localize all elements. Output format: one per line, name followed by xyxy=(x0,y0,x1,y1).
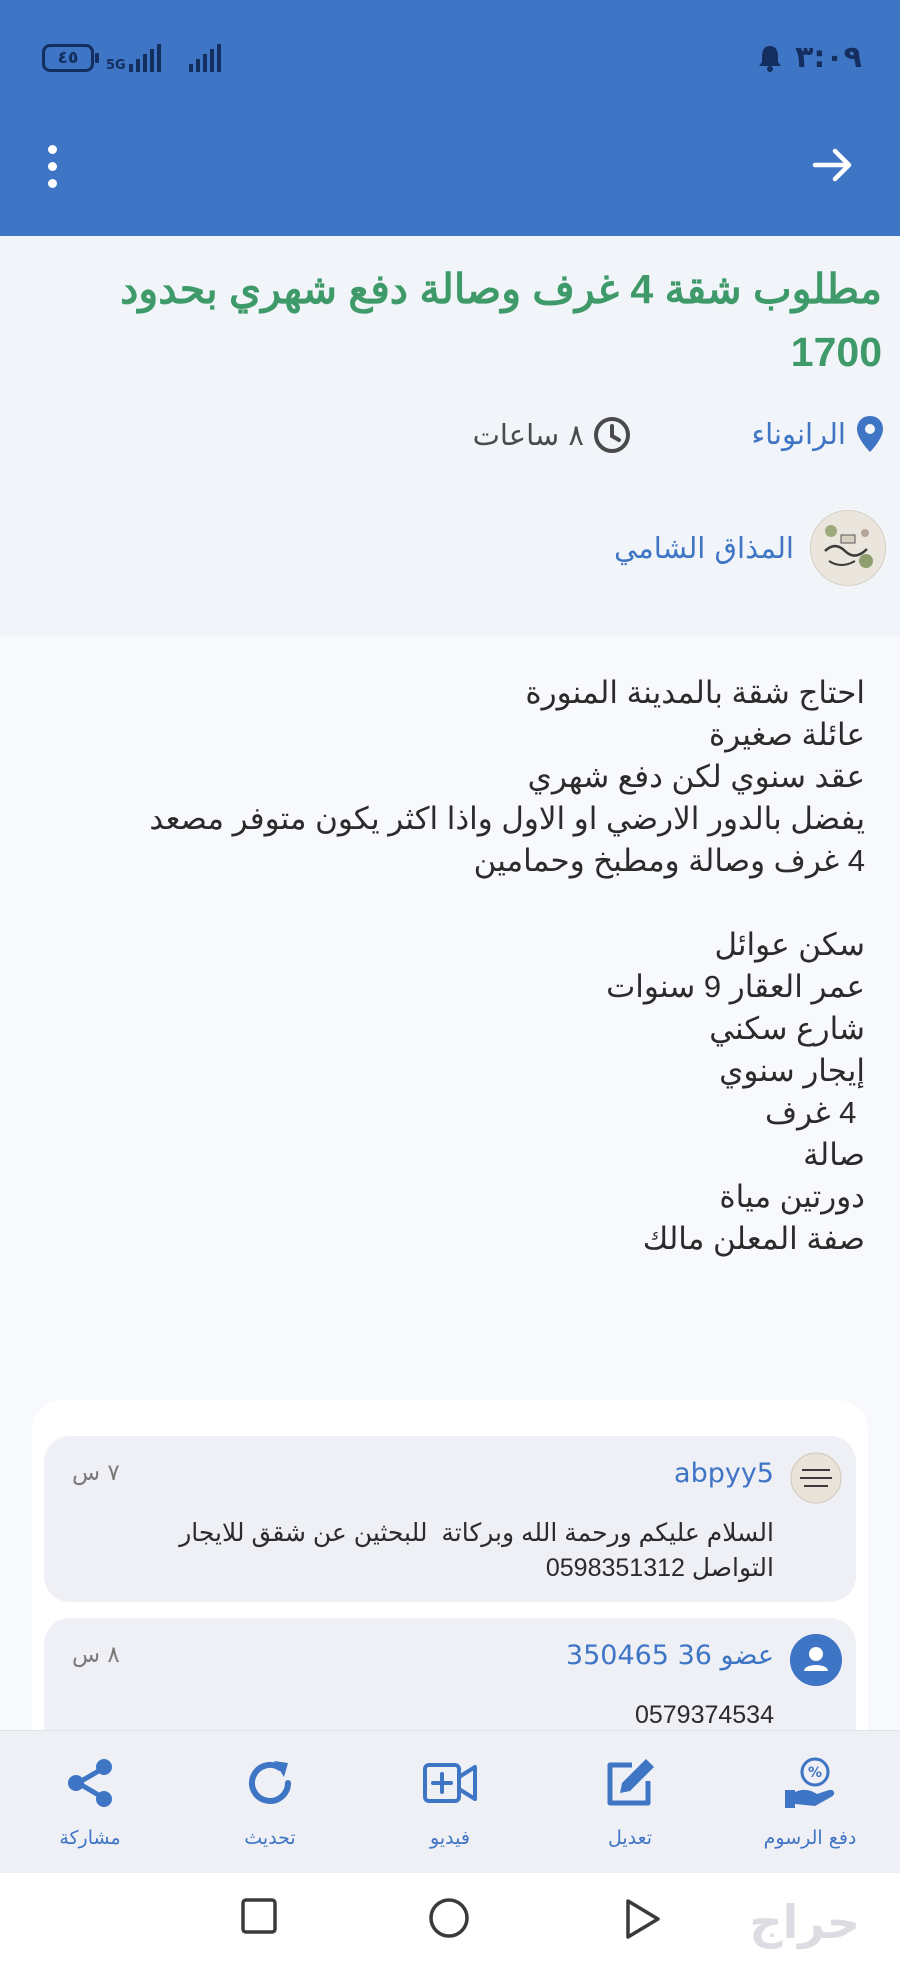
status-right xyxy=(757,40,862,75)
comment-item[interactable] xyxy=(44,1436,856,1602)
comment-user[interactable]: abpyy5 xyxy=(674,1458,774,1489)
comment-time: ٨ س xyxy=(72,1642,120,1668)
video-label: فيديو xyxy=(430,1827,470,1849)
user-avatar-icon xyxy=(790,1452,842,1504)
haraj-watermark: حراج xyxy=(749,1895,860,1949)
clock: ٣:٠٩ xyxy=(795,40,862,75)
video-button[interactable] xyxy=(360,1751,540,1849)
share-label: مشاركة xyxy=(59,1827,121,1849)
description-line: إيجار سنوي xyxy=(719,1053,865,1088)
description-line xyxy=(35,882,865,924)
clock-icon xyxy=(592,415,632,455)
comment-text xyxy=(64,1516,774,1586)
description-line: دورتين مياة xyxy=(719,1179,865,1214)
arrow-right-icon[interactable] xyxy=(811,145,855,185)
comments-card xyxy=(32,1400,868,1740)
signal-icon xyxy=(129,44,161,72)
description-line: 4 غرف xyxy=(765,1095,865,1130)
edit-icon xyxy=(602,1755,658,1811)
description-line: سكن عوائل xyxy=(714,927,865,962)
description-line: صفة المعلن مالك xyxy=(642,1221,865,1256)
refresh-label: تحديث xyxy=(244,1827,296,1849)
description-line: احتاج شقة بالمدينة المنورة xyxy=(525,675,865,710)
comment-time: ٧ س xyxy=(72,1460,120,1486)
video-add-icon xyxy=(421,1755,479,1811)
pay-fees-icon xyxy=(781,1754,839,1812)
location[interactable] xyxy=(751,415,884,453)
battery-icon xyxy=(42,44,94,72)
post-title: مطلوب شقة 4 غرف وصالة دفع شهري بحدود 1700 xyxy=(120,266,882,375)
back-nav-icon[interactable] xyxy=(622,1897,662,1941)
refresh-icon xyxy=(242,1755,298,1811)
author-name: المذاق الشامي xyxy=(614,531,794,565)
battery-level: ٤٥ xyxy=(57,48,79,68)
network-type: 5G xyxy=(106,58,126,73)
svg-text:%: % xyxy=(807,1765,823,1781)
user-icon xyxy=(790,1634,842,1686)
refresh-button[interactable] xyxy=(180,1751,360,1849)
network-indicator xyxy=(106,44,161,72)
description-line: صالة xyxy=(803,1137,865,1172)
description-line: عقد سنوي لكن دفع شهري xyxy=(527,759,865,794)
post-description xyxy=(35,672,865,1260)
time-ago: ٨ ساعات xyxy=(472,418,584,452)
comment-avatar xyxy=(790,1452,842,1504)
status-left xyxy=(42,44,221,72)
share-icon xyxy=(62,1755,118,1811)
description-line: عائلة صغيرة xyxy=(708,717,865,752)
description-line: شارع سكني xyxy=(709,1011,865,1046)
pay-fees-label: دفع الرسوم xyxy=(763,1827,857,1849)
post-time xyxy=(473,415,632,455)
post-meta xyxy=(0,415,900,475)
description-line: عمر العقار 9 سنوات xyxy=(606,969,865,1004)
action-toolbar xyxy=(0,1730,900,1873)
description-line: 4 غرف وصالة ومطبخ وحمامين xyxy=(473,843,865,878)
location-pin-icon xyxy=(856,415,884,453)
signal-icon-2 xyxy=(189,44,221,72)
description-line: يفضل بالدور الارضي او الاول واذا اكثر يكون متوفر مصعد xyxy=(149,801,865,836)
comment-text xyxy=(64,1698,774,1733)
edit-button[interactable] xyxy=(540,1751,720,1849)
bell-icon xyxy=(757,44,783,72)
edit-label: تعديل xyxy=(607,1827,653,1849)
author-avatar xyxy=(810,510,886,586)
home-icon[interactable] xyxy=(428,1897,470,1939)
author[interactable] xyxy=(614,510,886,586)
comment-line: السلام عليكم ورحمة الله وبركاتة للبحثين عن شقق للايجار xyxy=(179,1519,774,1547)
share-button[interactable] xyxy=(0,1751,180,1849)
recent-apps-icon[interactable] xyxy=(240,1897,278,1935)
system-nav-bar xyxy=(0,1873,900,1969)
comment-user[interactable]: عضو 36 350465 xyxy=(565,1640,774,1671)
location-label: الرانوناء xyxy=(751,417,846,451)
more-menu-icon[interactable] xyxy=(48,145,57,196)
author-logo-icon xyxy=(811,511,885,585)
comment-line: التواصل 0598351312 xyxy=(545,1554,774,1582)
pay-fees-button[interactable] xyxy=(720,1751,900,1849)
app-bar xyxy=(0,0,900,236)
comment-line: 0579374534 xyxy=(634,1701,774,1729)
comment-avatar xyxy=(790,1634,842,1686)
